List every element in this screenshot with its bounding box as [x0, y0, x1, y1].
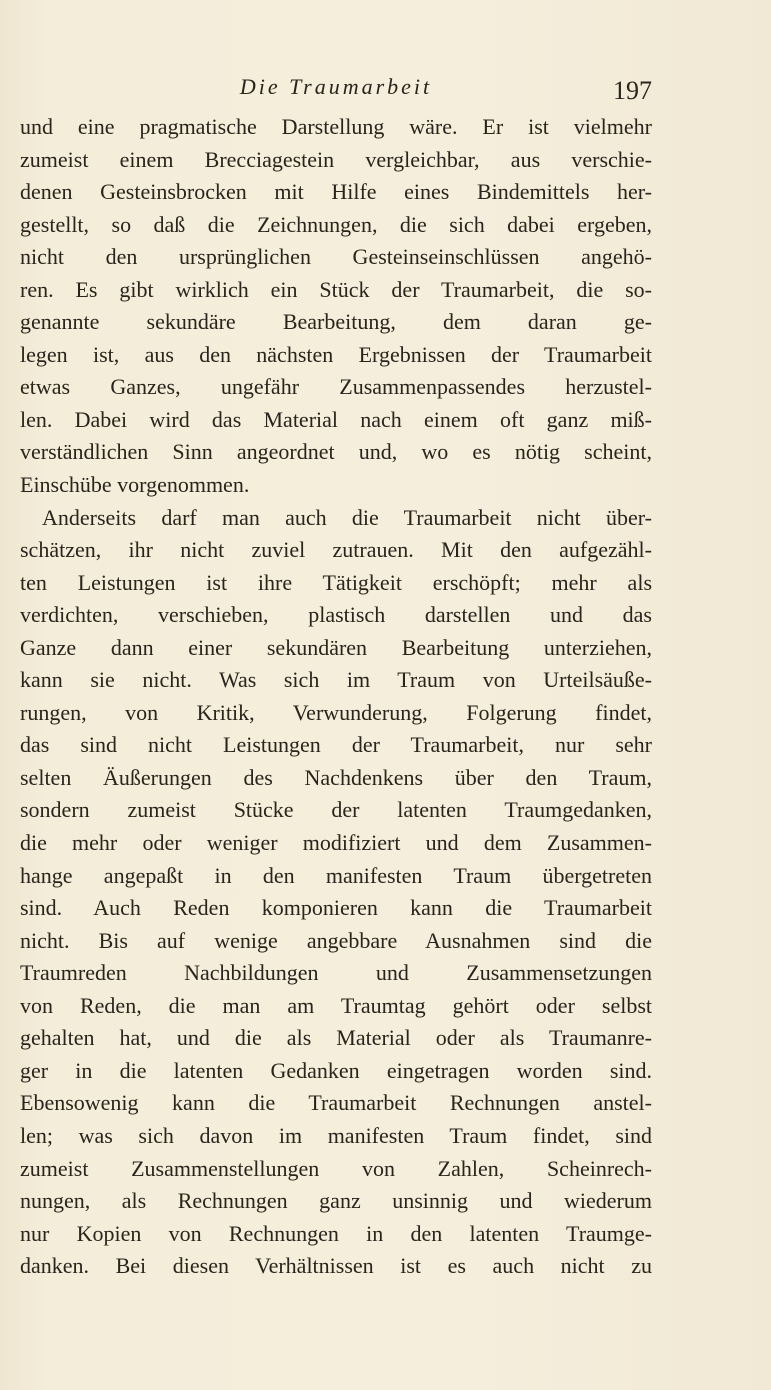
text-line: sondern zumeist Stücke der latenten Traumgedanken, [20, 797, 652, 823]
text-line: ten Leistungen ist ihre Tätigkeit erschöpft; mehr als [20, 569, 652, 595]
text-line: etwas Ganzes, ungefähr Zusammenpassendes herzustel- [20, 374, 652, 400]
text-line: kann sie nicht. Was sich im Traum von Urteilsäuße- [20, 667, 652, 693]
text-line: gestellt, so daß die Zeichnungen, die sich dabei ergeben, [20, 211, 652, 237]
text-line: Ganze dann einer sekundären Bearbeitung unterziehen, [20, 634, 652, 660]
text-line: zumeist Zusammenstellungen von Zahlen, Scheinrech- [20, 1155, 652, 1181]
text-line: genannte sekundäre Bearbeitung, dem daran ge- [20, 309, 652, 335]
text-line: nicht. Bis auf wenige angebbare Ausnahmen sind die [20, 927, 652, 953]
text-line: gehalten hat, und die als Material oder als Traumanre- [20, 1025, 652, 1051]
text-line: schätzen, ihr nicht zuviel zutrauen. Mit den aufgezähl- [20, 537, 652, 563]
text-line: hange angepaßt in den manifesten Traum übergetreten [20, 862, 652, 888]
text-line: len; was sich davon im manifesten Traum findet, sind [20, 1122, 652, 1148]
text-line: verdichten, verschieben, plastisch darstellen und das [20, 602, 652, 628]
text-line: Anderseits darf man auch die Traumarbeit nicht über- [42, 504, 652, 530]
text-line: legen ist, aus den nächsten Ergebnissen der Traumarbeit [20, 341, 652, 367]
text-line: von Reden, die man am Traumtag gehört oder selbst [20, 992, 652, 1018]
text-line: ren. Es gibt wirklich ein Stück der Traumarbeit, die so- [20, 276, 652, 302]
running-title: Die Traumarbeit [239, 74, 433, 99]
text-line: danken. Bei diesen Verhältnissen ist es auch nicht zu [20, 1253, 652, 1279]
text-line: Traumreden Nachbildungen und Zusammensetzungen [20, 960, 652, 986]
running-head [20, 70, 652, 106]
text-line: rungen, von Kritik, Verwunderung, Folgerung findet, [20, 699, 652, 725]
text-line: Einschübe vorgenommen. [20, 472, 250, 498]
text-line: nicht den ursprünglichen Gesteinseinschlüssen angehö- [20, 244, 652, 270]
text-line: das sind nicht Leistungen der Traumarbeit, nur sehr [20, 732, 652, 758]
text-line: Ebensowenig kann die Traumarbeit Rechnungen anstel- [20, 1090, 652, 1116]
text-line: zumeist einem Brecciagestein vergleichbar, aus verschie- [20, 146, 652, 172]
text-line: denen Gesteinsbrocken mit Hilfe eines Bindemittels her- [20, 179, 652, 205]
text-line: nungen, als Rechnungen ganz unsinnig und wiederum [20, 1188, 652, 1214]
text-line: sind. Auch Reden komponieren kann die Traumarbeit [20, 895, 652, 921]
text-line: und eine pragmatische Darstellung wäre. Er ist vielmehr [20, 114, 652, 139]
page-number: 197 [613, 76, 652, 105]
text-line: ger in die latenten Gedanken eingetragen worden sind. [20, 1057, 652, 1083]
text-line: nur Kopien von Rechnungen in den latenten Traumge- [20, 1220, 652, 1246]
text-line: verständlichen Sinn angeordnet und, wo es nötig scheint, [20, 439, 652, 465]
text-line: selten Äußerungen des Nachdenkens über den Traum, [20, 764, 652, 790]
body-text [20, 111, 652, 1283]
text-line: len. Dabei wird das Material nach einem oft ganz miß- [20, 406, 652, 432]
text-line: die mehr oder weniger modifiziert und dem Zusammen- [20, 830, 652, 856]
